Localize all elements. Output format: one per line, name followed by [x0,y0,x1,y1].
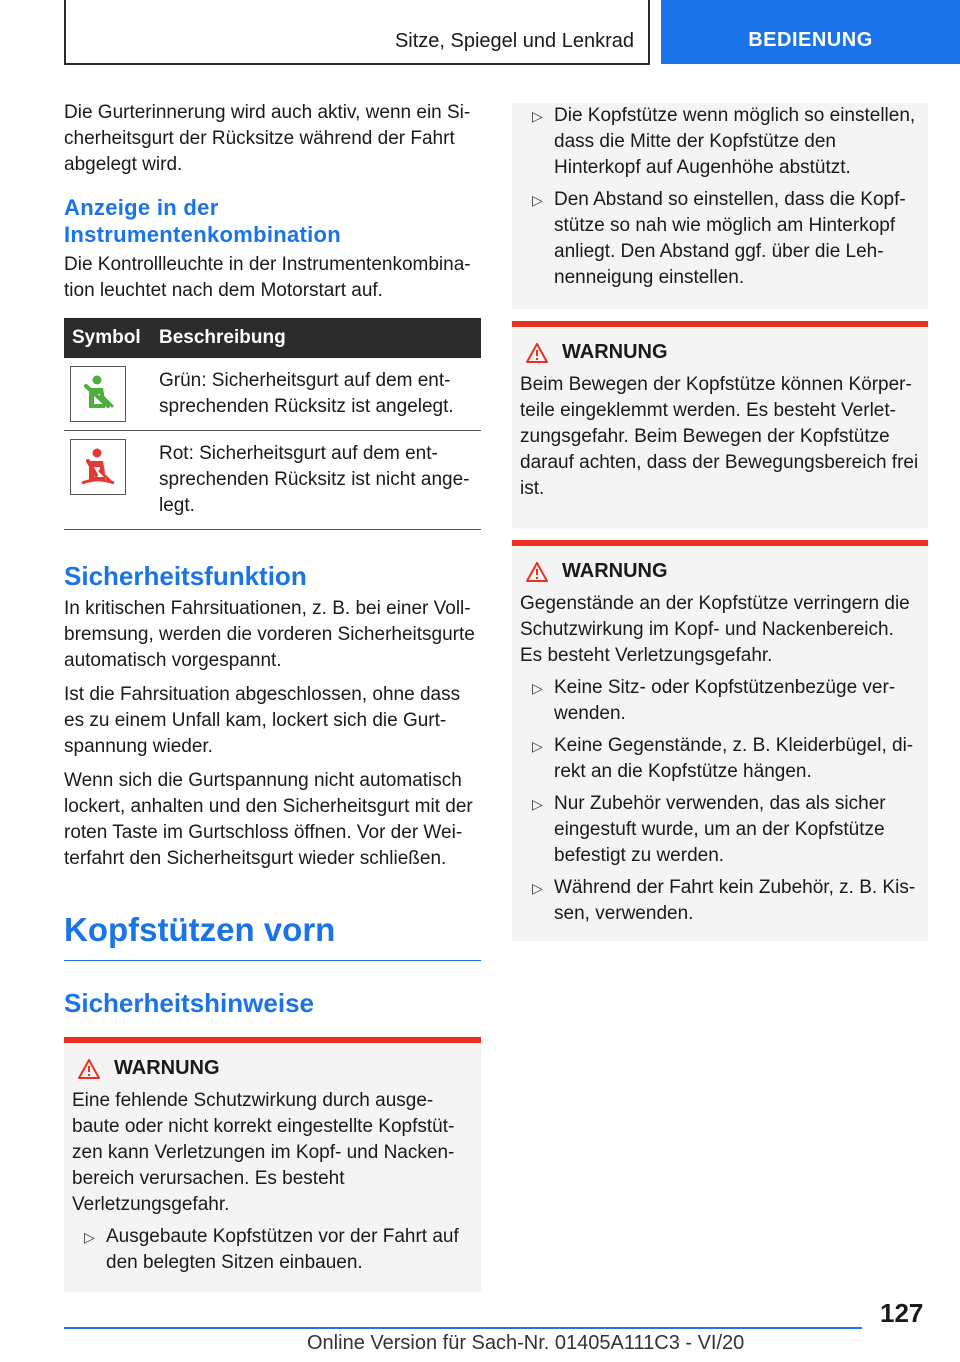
safety-paragraph-1: In kritischen Fahrsituationen, z. B. bei einer Vollbremsung, werden die vorderen Sicherheitsgurte automatisch vorgespannt. [64,598,475,671]
warning-title [72,1057,473,1080]
subheading-display: Anzeige in der Instrumentenkombination [64,195,342,247]
list-item [520,187,920,291]
warning-triangle-icon [78,1059,100,1079]
green-seatbelt-icon [70,366,126,422]
list-item-text: Den Abstand so einstellen, dass die Kopfstütze so nah wie möglich am Hinterkopf anliegt. Den Abstand ggf. über die Lehnenneigung einstellen. [554,189,906,288]
triangle-bullet-icon: ▷ [532,192,543,208]
right-column [512,103,928,941]
list-item [520,733,920,785]
heading-safety-notes: Sicherheitshinweise [64,988,314,1018]
symbol-table [64,318,481,530]
table-header-symbol: Symbol [64,318,151,358]
warning-list [520,675,920,927]
left-column [64,100,481,1292]
display-paragraph: Die Kontrollleuchte in der Instrumentenkombination leuchtet nach dem Motorstart auf. [64,254,471,301]
table-header-row [64,318,481,358]
header-rule-left [64,0,66,64]
triangle-bullet-icon: ▷ [532,738,543,754]
warning-triangle-icon [526,562,548,582]
page-number: 127 [880,1298,924,1328]
list-item-text: Nur Zubehör verwenden, das als sicher eingestuft wurde, um an der Kopfstütze befestigt zu werden. [554,793,886,866]
triangle-bullet-icon: ▷ [532,108,543,124]
warning-title-label: WARNUNG [562,560,668,582]
table-cell-description: Grün: Sicherheitsgurt auf dem entsprechenden Rücksitz ist angelegt. [151,358,481,431]
instruction-list [520,103,920,291]
list-item [520,675,920,727]
list-item-text: Ausgebaute Kopfstützen vor der Fahrt auf den belegten Sitzen einbauen. [106,1226,459,1273]
heading-safety-function: Sicherheitsfunktion [64,561,307,591]
list-item-text: Während der Fahrt kein Zubehör, z. B. Kissen, verwenden. [554,877,916,924]
table-cell-icon [64,431,151,530]
footer-version-text: Online Version für Sach-Nr. 01405A111C3 - VI/20 [307,1332,745,1354]
continued-list-box [512,103,928,309]
list-item-text: Keine Gegenstände, z. B. Kleiderbügel, direkt an die Kopfstütze hängen. [554,735,914,782]
warning-title [520,341,920,364]
table-row [64,358,481,431]
triangle-bullet-icon: ▷ [532,880,543,896]
list-item-text: Die Kopfstütze wenn möglich so einstellen, dass die Mitte der Kopfstütze den Hinterkopf auf Augenhöhe abstützt. [554,105,916,178]
header-section-title: Sitze, Spiegel und Lenkrad [394,30,634,52]
list-item [520,875,920,927]
warning-text: Eine fehlende Schutzwirkung durch ausgebaute oder nicht korrekt eingestellte Kopfstützen kann Verletzungen im Kopf- und Nackenbereich verursachen. Es besteht Verletzungsgefahr. [72,1090,455,1215]
list-item [520,103,920,181]
red-seatbelt-icon [70,439,126,495]
warning-title-label: WARNUNG [114,1057,220,1079]
warning-triangle-icon [526,343,548,363]
intro-paragraph: Die Gurterinnerung wird auch aktiv, wenn ein Sicherheitsgurt der Rücksitze während der Fahrt abgelegt wird. [64,102,471,175]
header-rule-divider [648,0,650,64]
warning-box-1 [64,1037,481,1292]
warning-box-3 [512,540,928,941]
safety-paragraph-3: Wenn sich die Gurtspannung nicht automatisch lockert, anhalten und den Sicherheitsgurt mit der roten Taste im Gurtschloss öffnen. Vor der Weiterfahrt den Sicherheitsgurt wieder schließen. [64,770,473,869]
table-row [64,431,481,530]
footer-rule [64,1327,862,1329]
triangle-bullet-icon: ▷ [84,1229,95,1245]
header-chapter-tab[interactable]: BEDIENUNG [661,0,960,64]
heading-head-restraints: Kopfstützen vorn [64,910,481,961]
list-item-text: Keine Sitz- oder Kopfstützenbezüge verwenden. [554,677,896,724]
list-item [72,1224,473,1276]
table-cell-description: Rot: Sicherheitsgurt auf dem entsprechenden Rücksitz ist nicht angelegt. [151,431,481,530]
list-item [520,791,920,869]
warning-title-label: WARNUNG [562,341,668,363]
triangle-bullet-icon: ▷ [532,796,543,812]
table-header-description: Beschreibung [151,318,481,358]
triangle-bullet-icon: ▷ [532,680,543,696]
table-cell-icon [64,358,151,431]
warning-box-2 [512,321,928,528]
warning-text: Gegenstände an der Kopfstütze verringern die Schutzwirkung im Kopf- und Nackenbereich. Es besteht Verletzungsgefahr. [520,593,910,666]
safety-paragraph-2: Ist die Fahrsituation abgeschlossen, ohne dass es zu einem Unfall kam, lockert sich die Gurtspannung wieder. [64,684,461,757]
warning-list [72,1224,473,1276]
warning-text: Beim Bewegen der Kopfstütze können Körperteile eingeklemmt werden. Es besteht Verletzungsgefahr. Beim Bewegen der Kopfstütze darauf achten, dass der Bewegungsbereich frei ist. [520,374,919,499]
header-rule-bottom [64,63,650,65]
warning-title [520,560,920,583]
